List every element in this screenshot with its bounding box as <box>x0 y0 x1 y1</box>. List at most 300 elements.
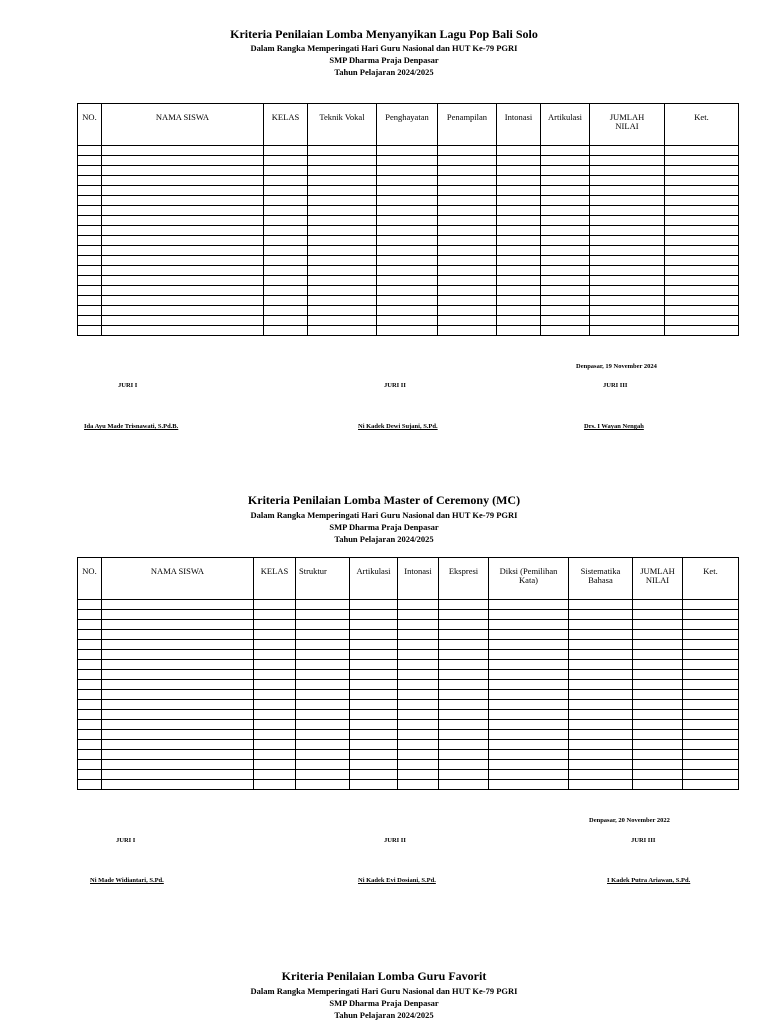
table-cell[interactable] <box>665 276 739 286</box>
table-cell[interactable] <box>102 296 264 306</box>
table-cell[interactable] <box>296 600 350 610</box>
table-cell[interactable] <box>633 700 683 710</box>
table-cell[interactable] <box>264 266 308 276</box>
table-cell[interactable] <box>78 600 102 610</box>
table-cell[interactable] <box>78 620 102 630</box>
table-cell[interactable] <box>296 650 350 660</box>
table-cell[interactable] <box>102 146 264 156</box>
table-cell[interactable] <box>377 166 438 176</box>
table-cell[interactable] <box>569 730 633 740</box>
table-cell[interactable] <box>377 306 438 316</box>
table-cell[interactable] <box>308 146 377 156</box>
table-cell[interactable] <box>254 740 296 750</box>
table-cell[interactable] <box>541 226 590 236</box>
table-cell[interactable] <box>102 226 264 236</box>
table-cell[interactable] <box>489 760 569 770</box>
table-cell[interactable] <box>350 730 398 740</box>
table-cell[interactable] <box>489 660 569 670</box>
table-cell[interactable] <box>497 146 541 156</box>
table-cell[interactable] <box>350 600 398 610</box>
table-cell[interactable] <box>497 316 541 326</box>
table-cell[interactable] <box>308 196 377 206</box>
table-cell[interactable] <box>489 630 569 640</box>
table-cell[interactable] <box>377 146 438 156</box>
table-cell[interactable] <box>665 236 739 246</box>
table-cell[interactable] <box>377 286 438 296</box>
table-cell[interactable] <box>102 680 254 690</box>
table-cell[interactable] <box>497 226 541 236</box>
table-cell[interactable] <box>350 650 398 660</box>
table-cell[interactable] <box>398 600 439 610</box>
table-cell[interactable] <box>398 620 439 630</box>
table-cell[interactable] <box>497 326 541 336</box>
table-cell[interactable] <box>438 216 497 226</box>
table-cell[interactable] <box>78 680 102 690</box>
table-cell[interactable] <box>633 610 683 620</box>
table-cell[interactable] <box>264 246 308 256</box>
table-cell[interactable] <box>78 660 102 670</box>
table-cell[interactable] <box>438 176 497 186</box>
table-cell[interactable] <box>541 176 590 186</box>
table-cell[interactable] <box>439 720 489 730</box>
table-cell[interactable] <box>497 246 541 256</box>
table-cell[interactable] <box>398 770 439 780</box>
table-cell[interactable] <box>489 720 569 730</box>
table-cell[interactable] <box>264 276 308 286</box>
table-cell[interactable] <box>102 246 264 256</box>
table-cell[interactable] <box>78 276 102 286</box>
table-cell[interactable] <box>665 246 739 256</box>
table-cell[interactable] <box>102 166 264 176</box>
table-cell[interactable] <box>569 630 633 640</box>
table-cell[interactable] <box>78 326 102 336</box>
table-cell[interactable] <box>497 176 541 186</box>
table-cell[interactable] <box>633 720 683 730</box>
table-cell[interactable] <box>569 710 633 720</box>
table-cell[interactable] <box>439 610 489 620</box>
table-cell[interactable] <box>264 236 308 246</box>
table-cell[interactable] <box>308 166 377 176</box>
table-cell[interactable] <box>102 276 264 286</box>
table-cell[interactable] <box>308 266 377 276</box>
table-cell[interactable] <box>633 620 683 630</box>
table-cell[interactable] <box>377 316 438 326</box>
table-cell[interactable] <box>438 236 497 246</box>
table-cell[interactable] <box>439 600 489 610</box>
table-cell[interactable] <box>439 760 489 770</box>
table-cell[interactable] <box>264 166 308 176</box>
table-cell[interactable] <box>665 186 739 196</box>
table-cell[interactable] <box>590 206 665 216</box>
table-cell[interactable] <box>102 730 254 740</box>
table-cell[interactable] <box>264 176 308 186</box>
table-cell[interactable] <box>665 206 739 216</box>
table-cell[interactable] <box>102 256 264 266</box>
table-cell[interactable] <box>102 206 264 216</box>
table-cell[interactable] <box>590 326 665 336</box>
table-cell[interactable] <box>489 650 569 660</box>
table-cell[interactable] <box>78 710 102 720</box>
table-cell[interactable] <box>308 206 377 216</box>
table-cell[interactable] <box>296 640 350 650</box>
table-cell[interactable] <box>102 196 264 206</box>
table-cell[interactable] <box>398 660 439 670</box>
table-cell[interactable] <box>102 640 254 650</box>
table-cell[interactable] <box>569 620 633 630</box>
table-cell[interactable] <box>78 176 102 186</box>
table-cell[interactable] <box>497 166 541 176</box>
table-cell[interactable] <box>264 216 308 226</box>
table-cell[interactable] <box>78 630 102 640</box>
table-cell[interactable] <box>102 750 254 760</box>
table-cell[interactable] <box>296 610 350 620</box>
table-cell[interactable] <box>665 216 739 226</box>
table-cell[interactable] <box>541 306 590 316</box>
table-cell[interactable] <box>590 246 665 256</box>
table-cell[interactable] <box>308 306 377 316</box>
table-cell[interactable] <box>308 156 377 166</box>
table-cell[interactable] <box>569 640 633 650</box>
table-cell[interactable] <box>377 156 438 166</box>
table-cell[interactable] <box>633 650 683 660</box>
table-cell[interactable] <box>308 246 377 256</box>
table-cell[interactable] <box>296 750 350 760</box>
table-cell[interactable] <box>489 700 569 710</box>
table-cell[interactable] <box>665 266 739 276</box>
table-cell[interactable] <box>497 156 541 166</box>
table-cell[interactable] <box>350 610 398 620</box>
table-cell[interactable] <box>497 296 541 306</box>
table-cell[interactable] <box>398 630 439 640</box>
table-cell[interactable] <box>683 660 739 670</box>
table-cell[interactable] <box>489 600 569 610</box>
table-cell[interactable] <box>308 236 377 246</box>
table-cell[interactable] <box>489 680 569 690</box>
table-cell[interactable] <box>102 216 264 226</box>
table-cell[interactable] <box>439 730 489 740</box>
table-cell[interactable] <box>78 156 102 166</box>
table-cell[interactable] <box>254 750 296 760</box>
table-cell[interactable] <box>398 650 439 660</box>
table-cell[interactable] <box>78 236 102 246</box>
table-cell[interactable] <box>439 670 489 680</box>
table-cell[interactable] <box>102 176 264 186</box>
table-cell[interactable] <box>398 610 439 620</box>
table-cell[interactable] <box>541 236 590 246</box>
table-cell[interactable] <box>541 196 590 206</box>
table-cell[interactable] <box>78 286 102 296</box>
table-cell[interactable] <box>377 236 438 246</box>
table-cell[interactable] <box>254 720 296 730</box>
table-cell[interactable] <box>489 710 569 720</box>
table-cell[interactable] <box>439 640 489 650</box>
table-cell[interactable] <box>78 256 102 266</box>
table-cell[interactable] <box>102 306 264 316</box>
table-cell[interactable] <box>308 256 377 266</box>
table-cell[interactable] <box>102 670 254 680</box>
table-cell[interactable] <box>78 690 102 700</box>
table-cell[interactable] <box>590 226 665 236</box>
table-cell[interactable] <box>398 750 439 760</box>
table-cell[interactable] <box>541 166 590 176</box>
table-cell[interactable] <box>264 296 308 306</box>
table-cell[interactable] <box>377 206 438 216</box>
table-cell[interactable] <box>489 750 569 760</box>
table-cell[interactable] <box>569 690 633 700</box>
table-cell[interactable] <box>78 760 102 770</box>
table-cell[interactable] <box>78 700 102 710</box>
table-cell[interactable] <box>296 730 350 740</box>
table-cell[interactable] <box>398 780 439 790</box>
table-cell[interactable] <box>541 286 590 296</box>
table-cell[interactable] <box>633 670 683 680</box>
table-cell[interactable] <box>541 266 590 276</box>
table-cell[interactable] <box>264 316 308 326</box>
table-cell[interactable] <box>438 326 497 336</box>
table-cell[interactable] <box>264 306 308 316</box>
table-cell[interactable] <box>633 640 683 650</box>
table-cell[interactable] <box>377 246 438 256</box>
table-cell[interactable] <box>665 166 739 176</box>
table-cell[interactable] <box>254 650 296 660</box>
table-cell[interactable] <box>633 740 683 750</box>
table-cell[interactable] <box>78 610 102 620</box>
table-cell[interactable] <box>665 196 739 206</box>
table-cell[interactable] <box>439 780 489 790</box>
table-cell[interactable] <box>254 780 296 790</box>
table-cell[interactable] <box>102 266 264 276</box>
table-cell[interactable] <box>633 770 683 780</box>
table-cell[interactable] <box>438 246 497 256</box>
table-cell[interactable] <box>439 690 489 700</box>
table-cell[interactable] <box>78 146 102 156</box>
table-cell[interactable] <box>78 670 102 680</box>
table-cell[interactable] <box>683 670 739 680</box>
table-cell[interactable] <box>264 186 308 196</box>
table-cell[interactable] <box>254 760 296 770</box>
table-cell[interactable] <box>350 620 398 630</box>
table-cell[interactable] <box>78 650 102 660</box>
table-cell[interactable] <box>102 156 264 166</box>
table-cell[interactable] <box>590 176 665 186</box>
table-cell[interactable] <box>569 780 633 790</box>
table-cell[interactable] <box>497 266 541 276</box>
table-cell[interactable] <box>254 700 296 710</box>
table-cell[interactable] <box>541 146 590 156</box>
table-cell[interactable] <box>683 620 739 630</box>
table-cell[interactable] <box>78 720 102 730</box>
table-cell[interactable] <box>102 770 254 780</box>
table-cell[interactable] <box>541 276 590 286</box>
table-cell[interactable] <box>590 256 665 266</box>
table-cell[interactable] <box>377 326 438 336</box>
table-cell[interactable] <box>683 680 739 690</box>
table-cell[interactable] <box>308 226 377 236</box>
table-cell[interactable] <box>541 326 590 336</box>
table-cell[interactable] <box>439 680 489 690</box>
table-cell[interactable] <box>377 296 438 306</box>
table-cell[interactable] <box>633 750 683 760</box>
table-cell[interactable] <box>633 600 683 610</box>
table-cell[interactable] <box>497 276 541 286</box>
table-cell[interactable] <box>102 286 264 296</box>
table-cell[interactable] <box>102 186 264 196</box>
table-cell[interactable] <box>439 750 489 760</box>
table-cell[interactable] <box>683 770 739 780</box>
table-cell[interactable] <box>102 630 254 640</box>
table-cell[interactable] <box>438 316 497 326</box>
table-cell[interactable] <box>398 700 439 710</box>
table-cell[interactable] <box>569 680 633 690</box>
table-cell[interactable] <box>683 630 739 640</box>
table-cell[interactable] <box>497 256 541 266</box>
table-cell[interactable] <box>541 296 590 306</box>
table-cell[interactable] <box>78 780 102 790</box>
table-cell[interactable] <box>102 740 254 750</box>
table-cell[interactable] <box>398 680 439 690</box>
table-cell[interactable] <box>350 720 398 730</box>
table-cell[interactable] <box>439 660 489 670</box>
table-cell[interactable] <box>569 700 633 710</box>
table-cell[interactable] <box>438 146 497 156</box>
table-cell[interactable] <box>489 730 569 740</box>
table-cell[interactable] <box>590 216 665 226</box>
table-cell[interactable] <box>569 720 633 730</box>
table-cell[interactable] <box>377 226 438 236</box>
table-cell[interactable] <box>569 760 633 770</box>
table-cell[interactable] <box>633 660 683 670</box>
table-cell[interactable] <box>665 306 739 316</box>
table-cell[interactable] <box>439 630 489 640</box>
table-cell[interactable] <box>541 206 590 216</box>
table-cell[interactable] <box>633 710 683 720</box>
table-cell[interactable] <box>590 316 665 326</box>
table-cell[interactable] <box>489 670 569 680</box>
table-cell[interactable] <box>439 770 489 780</box>
table-cell[interactable] <box>350 740 398 750</box>
table-cell[interactable] <box>78 296 102 306</box>
table-cell[interactable] <box>102 650 254 660</box>
table-cell[interactable] <box>78 226 102 236</box>
table-cell[interactable] <box>438 156 497 166</box>
table-cell[interactable] <box>296 780 350 790</box>
table-cell[interactable] <box>78 246 102 256</box>
table-cell[interactable] <box>254 710 296 720</box>
table-cell[interactable] <box>665 146 739 156</box>
table-cell[interactable] <box>569 660 633 670</box>
table-cell[interactable] <box>308 286 377 296</box>
table-cell[interactable] <box>541 246 590 256</box>
table-cell[interactable] <box>569 750 633 760</box>
table-cell[interactable] <box>497 216 541 226</box>
table-cell[interactable] <box>102 690 254 700</box>
table-cell[interactable] <box>102 700 254 710</box>
table-cell[interactable] <box>497 306 541 316</box>
table-cell[interactable] <box>683 730 739 740</box>
table-cell[interactable] <box>296 670 350 680</box>
table-cell[interactable] <box>438 206 497 216</box>
table-cell[interactable] <box>590 276 665 286</box>
table-cell[interactable] <box>665 176 739 186</box>
table-cell[interactable] <box>569 740 633 750</box>
table-cell[interactable] <box>350 750 398 760</box>
table-cell[interactable] <box>308 176 377 186</box>
table-cell[interactable] <box>683 650 739 660</box>
table-cell[interactable] <box>438 256 497 266</box>
table-cell[interactable] <box>489 640 569 650</box>
table-cell[interactable] <box>264 196 308 206</box>
table-cell[interactable] <box>438 276 497 286</box>
table-cell[interactable] <box>296 710 350 720</box>
table-cell[interactable] <box>438 196 497 206</box>
table-cell[interactable] <box>683 750 739 760</box>
table-cell[interactable] <box>683 740 739 750</box>
table-cell[interactable] <box>497 196 541 206</box>
table-cell[interactable] <box>569 650 633 660</box>
table-cell[interactable] <box>254 620 296 630</box>
table-cell[interactable] <box>296 660 350 670</box>
table-cell[interactable] <box>377 276 438 286</box>
table-cell[interactable] <box>439 700 489 710</box>
table-cell[interactable] <box>398 710 439 720</box>
table-cell[interactable] <box>78 196 102 206</box>
table-cell[interactable] <box>102 720 254 730</box>
table-cell[interactable] <box>633 780 683 790</box>
table-cell[interactable] <box>569 600 633 610</box>
table-cell[interactable] <box>78 316 102 326</box>
table-cell[interactable] <box>350 690 398 700</box>
table-cell[interactable] <box>489 780 569 790</box>
table-cell[interactable] <box>665 316 739 326</box>
table-cell[interactable] <box>569 670 633 680</box>
table-cell[interactable] <box>78 166 102 176</box>
table-cell[interactable] <box>102 326 264 336</box>
table-cell[interactable] <box>665 286 739 296</box>
table-cell[interactable] <box>541 316 590 326</box>
table-cell[interactable] <box>102 620 254 630</box>
table-cell[interactable] <box>377 176 438 186</box>
table-cell[interactable] <box>254 730 296 740</box>
table-cell[interactable] <box>350 670 398 680</box>
table-cell[interactable] <box>296 690 350 700</box>
table-cell[interactable] <box>102 760 254 770</box>
table-cell[interactable] <box>254 670 296 680</box>
table-cell[interactable] <box>78 216 102 226</box>
table-cell[interactable] <box>377 196 438 206</box>
table-cell[interactable] <box>350 700 398 710</box>
table-cell[interactable] <box>590 286 665 296</box>
table-cell[interactable] <box>264 206 308 216</box>
table-cell[interactable] <box>254 660 296 670</box>
table-cell[interactable] <box>102 600 254 610</box>
table-cell[interactable] <box>254 640 296 650</box>
table-cell[interactable] <box>296 700 350 710</box>
table-cell[interactable] <box>633 630 683 640</box>
table-cell[interactable] <box>78 186 102 196</box>
table-cell[interactable] <box>590 306 665 316</box>
table-cell[interactable] <box>350 780 398 790</box>
table-cell[interactable] <box>377 186 438 196</box>
table-cell[interactable] <box>590 236 665 246</box>
table-cell[interactable] <box>78 266 102 276</box>
table-cell[interactable] <box>398 760 439 770</box>
table-cell[interactable] <box>296 720 350 730</box>
table-cell[interactable] <box>665 296 739 306</box>
table-cell[interactable] <box>102 710 254 720</box>
table-cell[interactable] <box>308 316 377 326</box>
table-cell[interactable] <box>489 610 569 620</box>
table-cell[interactable] <box>683 600 739 610</box>
